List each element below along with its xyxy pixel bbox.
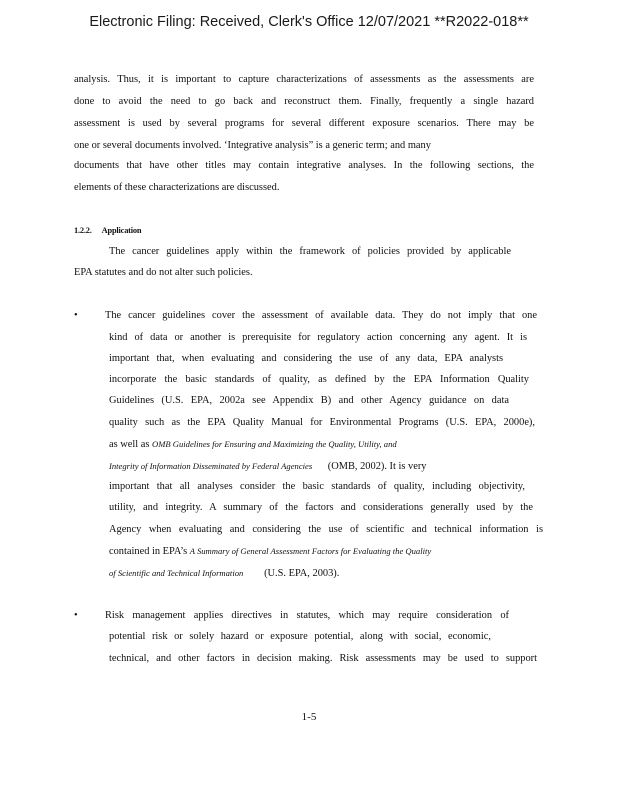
bullet1-line: important that, when evaluating and considering the use of any data, EPA analysts: [109, 353, 503, 364]
page-number: 1-5: [301, 711, 317, 723]
application-line: The cancer guidelines apply within the framework of policies provided by applicable: [109, 246, 511, 257]
text-run: as well as: [109, 439, 152, 450]
bullet1-line: quality such as the EPA Quality Manual for Environmental Programs (U.S. EPA, 2000e),: [109, 417, 535, 428]
intro-line: analysis. Thus, it is important to capture characterizations of assessments as the assessments are: [74, 74, 534, 85]
intro-line: assessment is used by several programs for several different exposure scenarios. There may be: [74, 118, 534, 129]
text-run: (OMB, 2002). It is very: [327, 461, 427, 472]
intro-line: one or several documents involved. ‘Integrative analysis” is a generic term; and many: [74, 140, 431, 151]
bullet2-line: technical, and other factors in decision making. Risk assessments may be used to support: [109, 653, 537, 664]
bullet1-line: utility, and integrity. A summary of the factors and considerations generally used by the: [109, 502, 533, 513]
bullet2-line: potential risk or solely hazard or exposure potential, along with social, economic,: [109, 631, 491, 642]
italic-citation: of Scientific and Technical Information: [109, 568, 244, 578]
text-run: contained in EPA’s: [109, 546, 190, 557]
section-number: 1.2.2.: [74, 226, 92, 235]
filing-banner: Electronic Filing: Received, Clerk's Office 12/07/2021 **R2022-018**: [89, 14, 529, 30]
section-heading: [74, 226, 141, 235]
intro-line: done to avoid the need to go back and reconstruct them. Finally, frequently a single hazard: [74, 96, 534, 107]
intro-line: elements of these characterizations are discussed.: [74, 182, 280, 193]
bullet2-line: Risk management applies directives in statutes, which may require consideration of: [105, 610, 509, 621]
bullet1-line: important that all analyses consider the basic standards of quality, including objectivity,: [109, 481, 525, 492]
bullet1-line: [109, 438, 499, 451]
bullet1-line: Agency when evaluating and considering the use of scientific and technical information is: [109, 524, 543, 535]
italic-citation: Integrity of Information Disseminated by Federal Agencies: [109, 461, 313, 471]
italic-citation: OMB Guidelines for Ensuring and Maximizing the Quality, Utility, and: [152, 439, 397, 449]
bullet1-line: The cancer guidelines cover the assessment of available data. They do not imply that one: [105, 310, 537, 321]
bullet1-line: [109, 460, 535, 473]
bullet-marker: •: [74, 610, 78, 621]
application-line: EPA statutes and do not alter such policies.: [74, 267, 253, 278]
section-title: Application: [101, 226, 142, 235]
bullet-marker: •: [74, 310, 78, 321]
italic-citation: A Summary of General Assessment Factors for Evaluating the Quality: [189, 546, 432, 556]
text-run: (U.S. EPA, 2003).: [264, 568, 340, 579]
bullet1-line: kind of data or another is prerequisite for regulatory action concerning any agent. It is: [109, 332, 527, 343]
intro-line: documents that have other titles may contain integrative analyses. In the following sections, the: [74, 160, 534, 171]
bullet1-line: incorporate the basic standards of quality, as defined by the EPA Information Quality: [109, 374, 529, 385]
bullet1-line: Guidelines (U.S. EPA, 2002a see Appendix B) and other Agency guidance on data: [109, 395, 509, 406]
bullet1-line: [109, 545, 543, 558]
bullet1-line: [109, 567, 409, 580]
